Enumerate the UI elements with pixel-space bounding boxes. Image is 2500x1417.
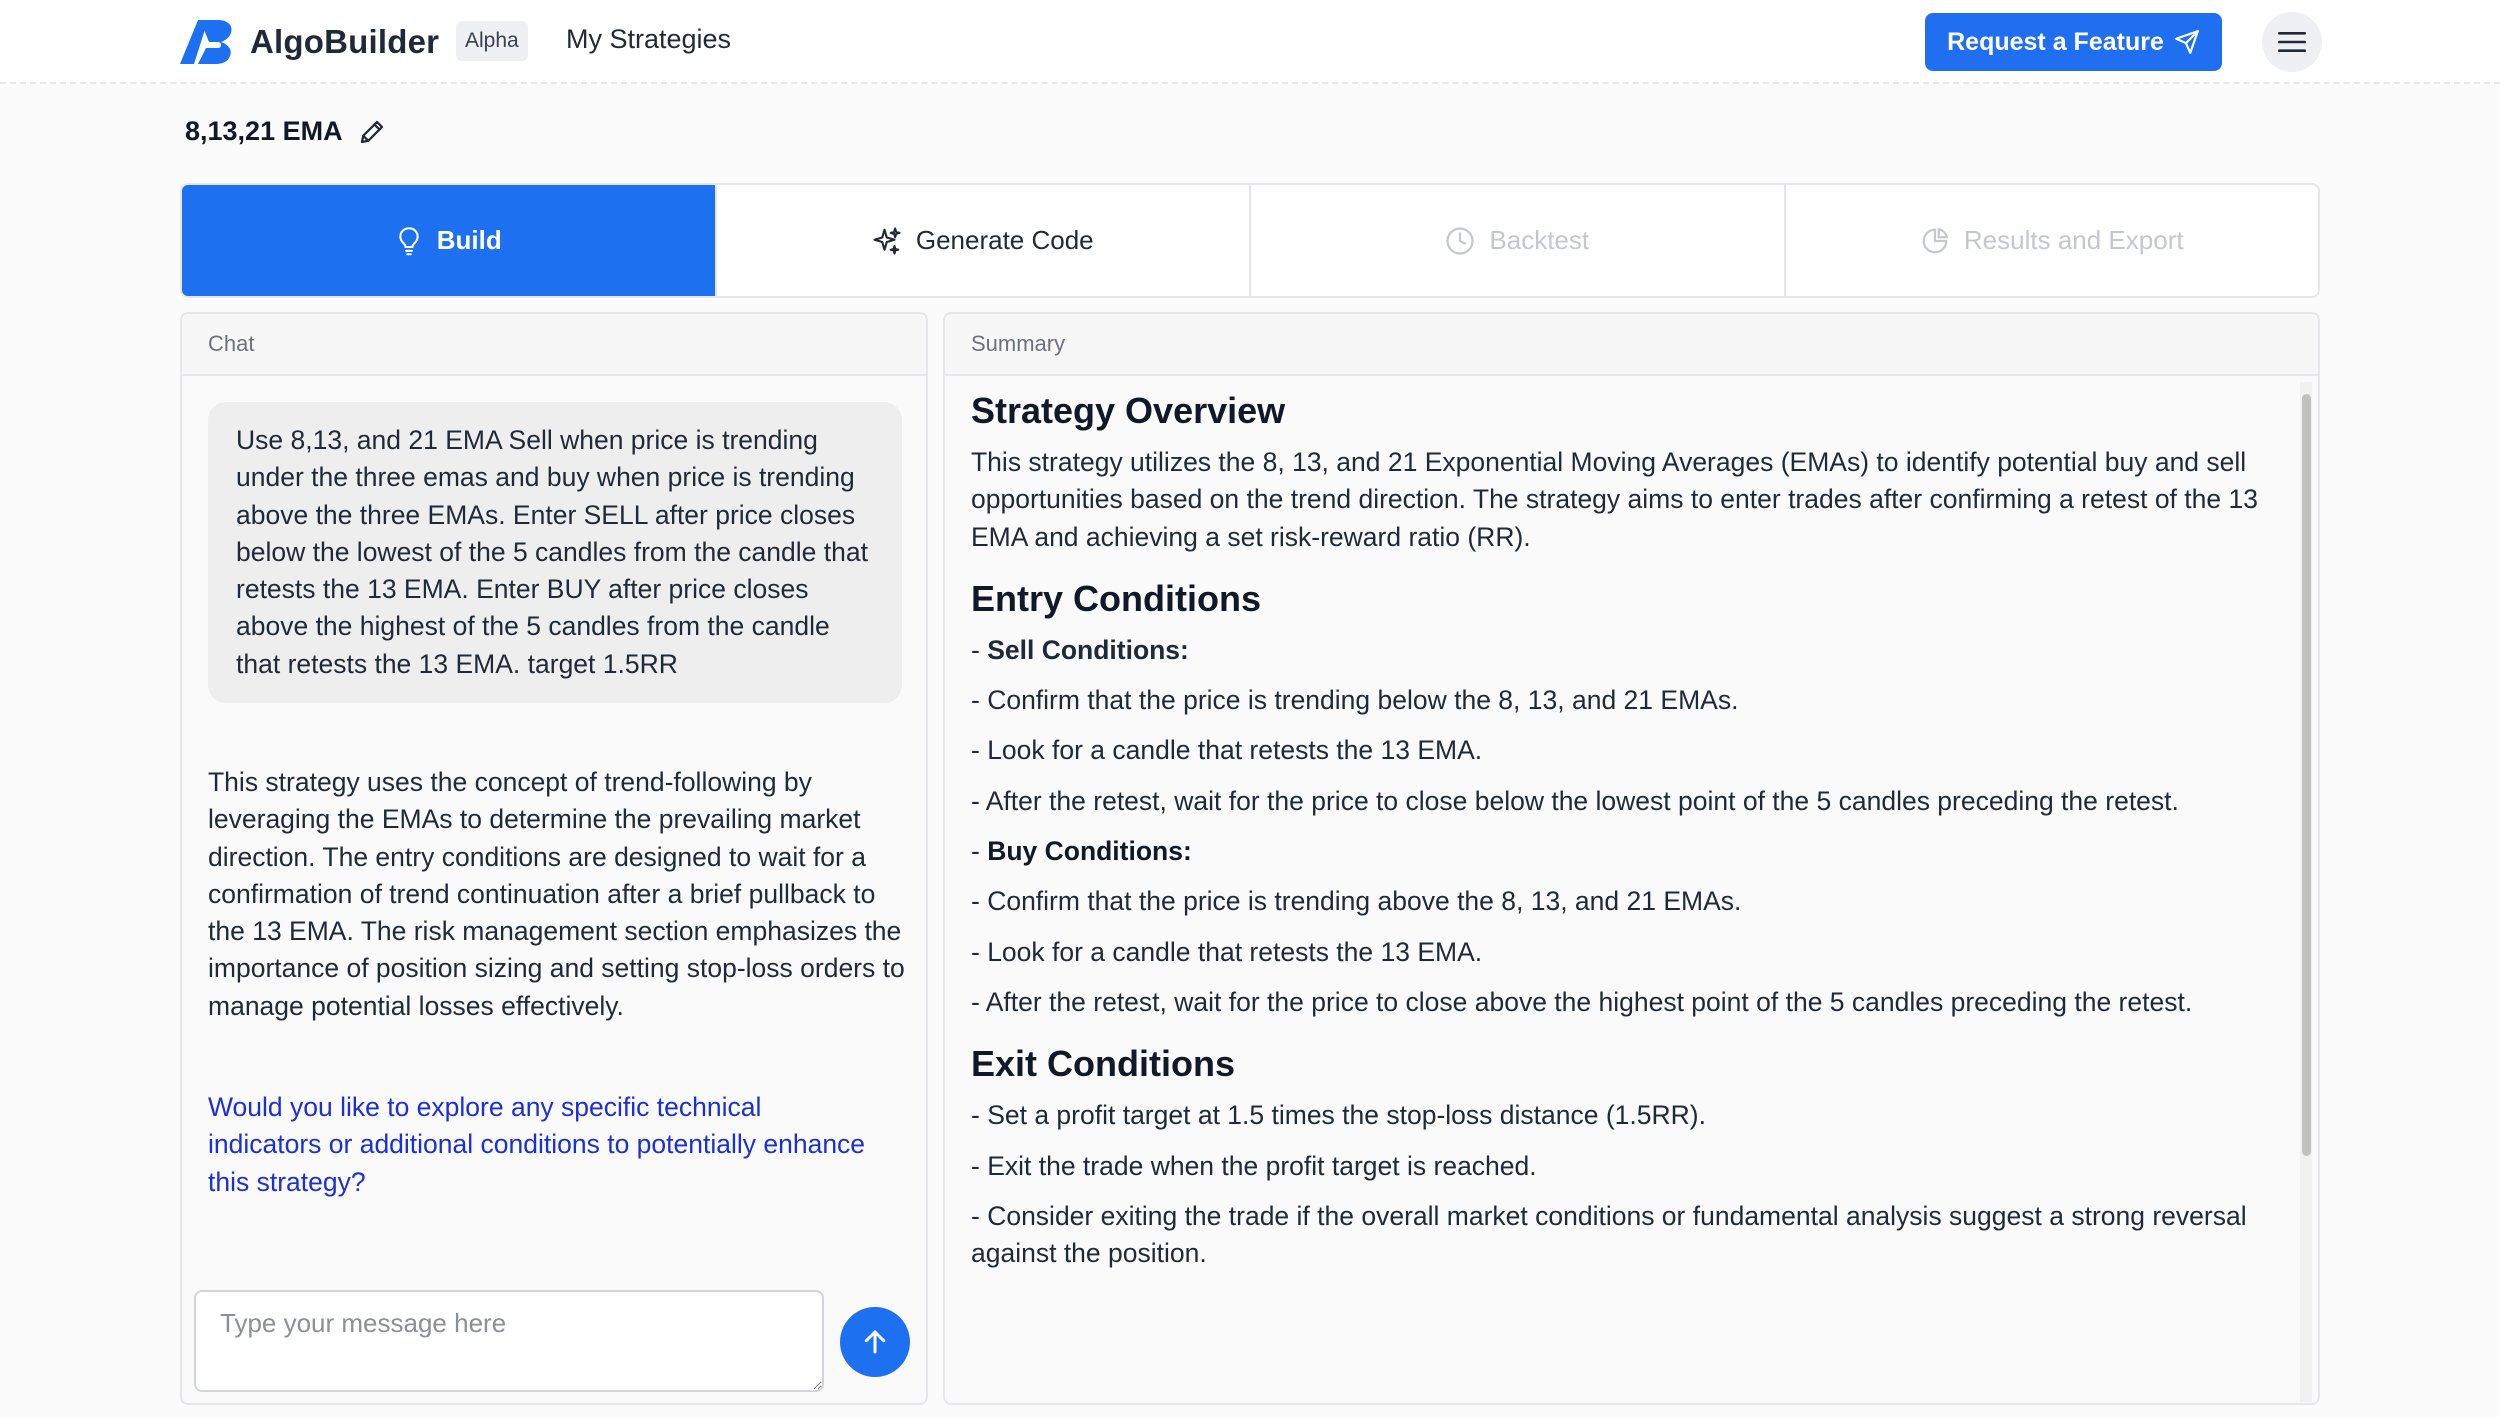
summary-panel <box>943 312 2320 1405</box>
chat-panel-title: Chat <box>182 314 926 376</box>
overview-heading: Strategy Overview <box>971 390 1286 431</box>
assistant-message: This strategy uses the concept of trend-following by leveraging the EMAs to determine the prevailing market direction. The entry conditions are designed to wait for a confirmation of trend continuation after a brief pullback to the 13 EMA. The risk management section emphasizes the importance of position sizing and setting stop-loss orders to manage potential losses effectively. <box>208 767 905 1021</box>
tab-results-export-label: Results and Export <box>1963 225 2184 255</box>
tab-results-export[interactable] <box>1786 185 2319 296</box>
tab-build-label: Build <box>436 225 502 255</box>
send-message-button[interactable] <box>840 1307 910 1377</box>
algobuilder-logo-icon <box>178 18 238 66</box>
list-item: - After the retest, wait for the price to close below the lowest point of the 5 candles preceding the retest. <box>971 785 2179 816</box>
list-item: - Look for a candle that retests the 13 EMA. <box>971 735 1483 766</box>
hamburger-menu-icon <box>2277 30 2307 54</box>
strategy-name: 8,13,21 EMA <box>185 116 343 146</box>
hamburger-menu-button[interactable] <box>2262 12 2322 72</box>
send-plane-icon <box>2174 29 2200 55</box>
clock-icon <box>1445 226 1475 256</box>
tab-backtest-label: Backtest <box>1489 225 1590 255</box>
list-item: - After the retest, wait for the price to close above the highest point of the 5 candles preceding the retest. <box>971 986 2193 1017</box>
buy-conditions-label: - Buy Conditions: <box>971 836 1192 867</box>
list-item: - Confirm that the price is trending below the 8, 13, and 21 EMAs. <box>971 685 1739 716</box>
assistant-question: Would you like to explore any specific technical indicators or additional conditions to potentially enhance this strategy? <box>208 1092 866 1197</box>
list-item: - Confirm that the price is trending above the 8, 13, and 21 EMAs. <box>971 886 1742 917</box>
chart-pie-icon <box>1920 226 1950 256</box>
workflow-tabs <box>180 183 2320 298</box>
entry-heading: Entry Conditions <box>971 577 1261 619</box>
list-item: - Exit the trade when the profit target is reached. <box>971 1150 1537 1181</box>
tab-build[interactable] <box>182 185 717 296</box>
summary-panel-title: Summary <box>945 314 2318 376</box>
chat-message-input[interactable] <box>194 1290 824 1392</box>
tab-generate-code[interactable] <box>717 185 1252 296</box>
brand[interactable] <box>178 18 439 66</box>
alpha-badge: Alpha <box>456 21 528 61</box>
list-item: - Look for a candle that retests the 13 EMA. <box>971 936 1483 967</box>
chat-panel <box>180 312 928 1405</box>
exit-heading: Exit Conditions <box>971 1043 1235 1085</box>
top-header <box>0 0 2500 84</box>
my-strategies-link[interactable]: My Strategies <box>566 24 732 54</box>
strategy-title <box>185 116 387 147</box>
summary-scroll-thumb[interactable] <box>2302 394 2311 1156</box>
tab-generate-code-label: Generate Code <box>915 225 1094 255</box>
overview-text: This strategy utilizes the 8, 13, and 21 Exponential Moving Averages (EMAs) to identify potential buy and sell opportunities based on the trend direction. The strategy aims to enter trades after confirming a retest of the 13 EMA and achieving a set risk-reward ratio (RR). <box>971 447 2258 552</box>
lightbulb-icon <box>395 226 423 256</box>
request-feature-label: Request a Feature <box>1947 27 2164 56</box>
sell-conditions-label-text: Sell Conditions: <box>987 634 1189 665</box>
list-item: - Set a profit target at 1.5 times the stop-loss distance (1.5RR). <box>971 1100 1706 1131</box>
pencil-edit-icon[interactable] <box>357 117 387 147</box>
list-item: - Consider exiting the trade if the overall market conditions or fundamental analysis suggest a strong reversal against the position. <box>971 1200 2247 1269</box>
arrow-up-icon <box>860 1327 890 1357</box>
summary-content <box>945 376 2285 1405</box>
tab-backtest[interactable] <box>1251 185 1786 296</box>
user-message: Use 8,13, and 21 EMA Sell when price is trending under the three emas and buy when price is trending above the three EMAs. Enter SELL after price closes below the lowest of the 5 candles from the candle that retests the 13 EMA. Enter BUY after price closes above the highest of the 5 candles from the candle that retests the 13 EMA. target 1.5RR <box>208 402 902 703</box>
sparkles-icon <box>872 226 902 256</box>
summary-scrollbar[interactable] <box>2300 382 2312 1402</box>
request-feature-button[interactable] <box>1925 13 2222 71</box>
sell-conditions-label: - Sell Conditions: <box>971 634 1189 665</box>
brand-name: AlgoBuilder <box>250 23 440 60</box>
buy-conditions-label-text: Buy Conditions: <box>987 836 1192 867</box>
